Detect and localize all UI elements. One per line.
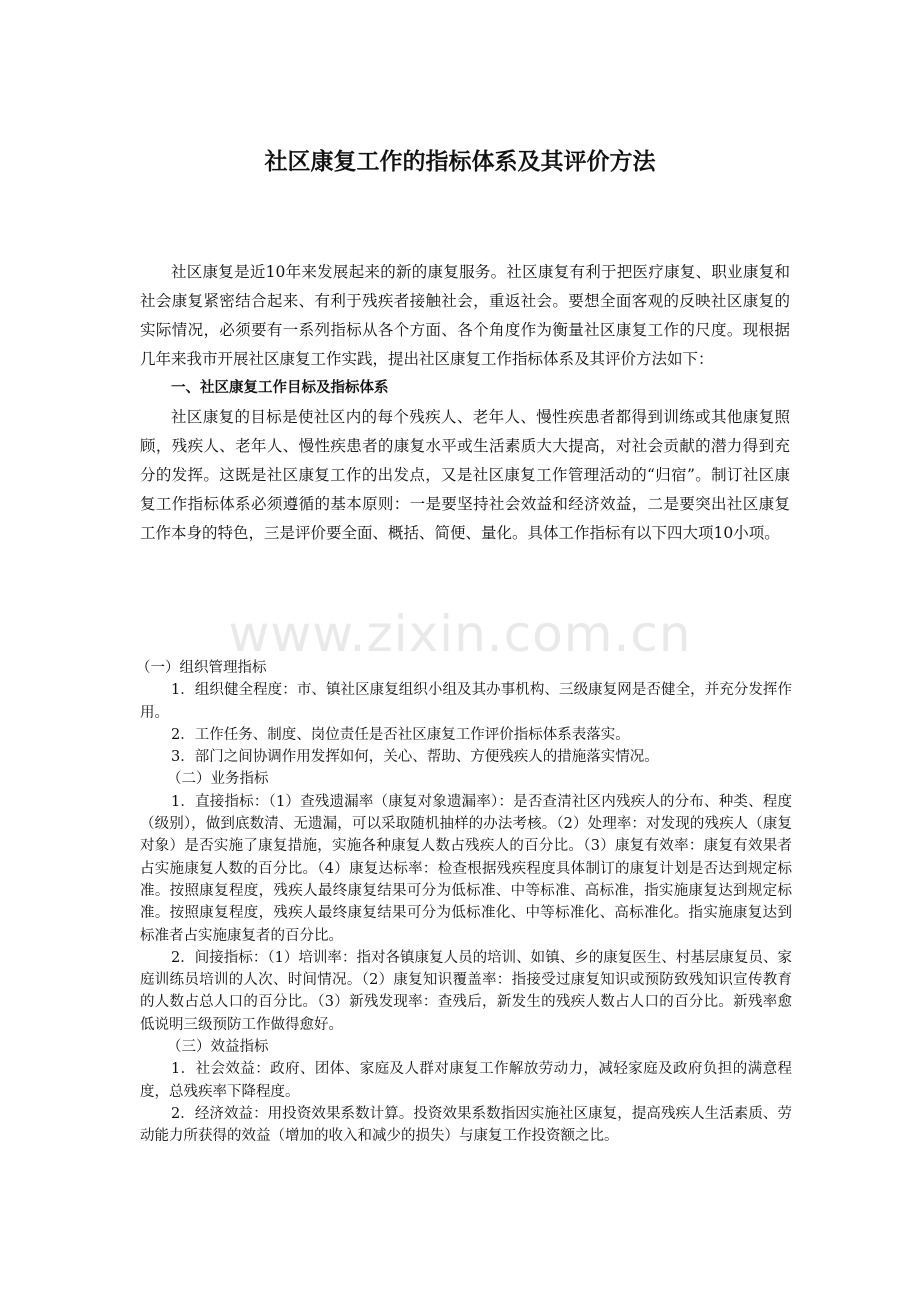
business-heading: （二）业务指标 [167,771,269,788]
document-title: 社区康复工作的指标体系及其评价方法 [264,149,656,175]
org-heading: （一）组织管理指标 [136,660,267,676]
org-item-1: 1．组织健全程度：市、镇社区康复组织小组及其办事机构、三级康复网是否健全，并充分发挥作用。 [140,682,792,721]
intro-section [140,258,790,548]
benefit-item-2: 2．经济效益：用投资效果系数计算。投资效果系数指因实施社区康复，提高残疾人生活素质、劳动能力所获得的效益（增加的收入和减少的损失）与康复工作投资额之比。 [140,1105,792,1145]
intro-paragraph: 社区康复是近10年来发展起来的新的康复服务。社区康复有利于把医疗康复、职业康复和社会康复紧密结合起来、有利于残疾者接触社会，重返社会。要想全面客观的反映社区康复的实际情况，必须要有一系列指标从各个方面、各个角度作为衡量社区康复工作的尺度。现根据几年来我市开展社区康复工作实践，提出社区康复工作指标体系及其评价方法如下： [140,263,790,368]
org-item-2: 2．工作任务、制度、岗位责任是否社区康复工作评价指标体系表落实。 [171,726,630,743]
section1-paragraph: 社区康复的目标是使社区内的每个残疾人、老年人、慢性疾患者都得到训练或其他康复照顾，残疾人、老年人、慢性疾患者的康复水平或生活素质大大提高，对社会贡献的潜力得到充分的发挥。这既是社区康复工作的出发点，又是社区康复工作管理活动的“归宿”。制订社区康复工作指标体系必须遵循的基本原则：一是要坚持社会效益和经济效益，二是要突出社区康复工作本身的特色，三是评价要全面、概括、简便、量化。具体工作指标有以下四大项10小项。 [140,408,790,542]
benefit-item-1: 1．社会效益：政府、团体、家庭及人群对康复工作解放劳动力，减轻家庭及政府负担的满意程度，总残疾率下降程度。 [140,1061,792,1100]
indicator-section [136,657,792,1148]
business-item-2: 2．间接指标：（1）培训率：指对各镇康复人员的培训、如镇、乡的康复医生、村基层康复员、家庭训练员培训的人次、时间情况。（2）康复知识覆盖率：指接受过康复知识或预防致残知识宣传教育的人数占总人口的百分比。（3）新残发现率：查残后，新发生的残疾人数占人口的百分比。新残率愈低说明三级预防工作做得愈好。 [140,949,792,1033]
benefit-heading: （三）效益指标 [167,1039,269,1056]
org-item-3: 3．部门之间协调作用发挥如何，关心、帮助、方便残疾人的措施落实情况。 [171,749,659,766]
section1-heading: 一、社区康复工作目标及指标体系 [171,380,389,396]
watermark: www.zixin.com.cn [228,605,692,663]
business-item-1: 1．直接指标：（1）查残遗漏率（康复对象遗漏率）：是否查清社区内残疾人的分布、种类、程度（级别），做到底数清、无遗漏，可以采取随机抽样的办法考核。（2）处理率：对发现的残疾人（康复对象）是否实施了康复措施，实施各种康复人数占残疾人的百分比。（3）康复有效率：康复有效果者占实施康复人数的百分比。（4）康复达标率：检查根据残疾程度具体制订的康复计划是否达到规定标准。按照康复程度，残疾人最终康复结果可分为低标准、中等标准、高标准，指实施康复达到规定标准。按照康复程度，残疾人最终康复结果可分为低标准化、中等标准化、高标准化。指实施康复达到标准者占实施康复者的百分比。 [140,793,792,944]
